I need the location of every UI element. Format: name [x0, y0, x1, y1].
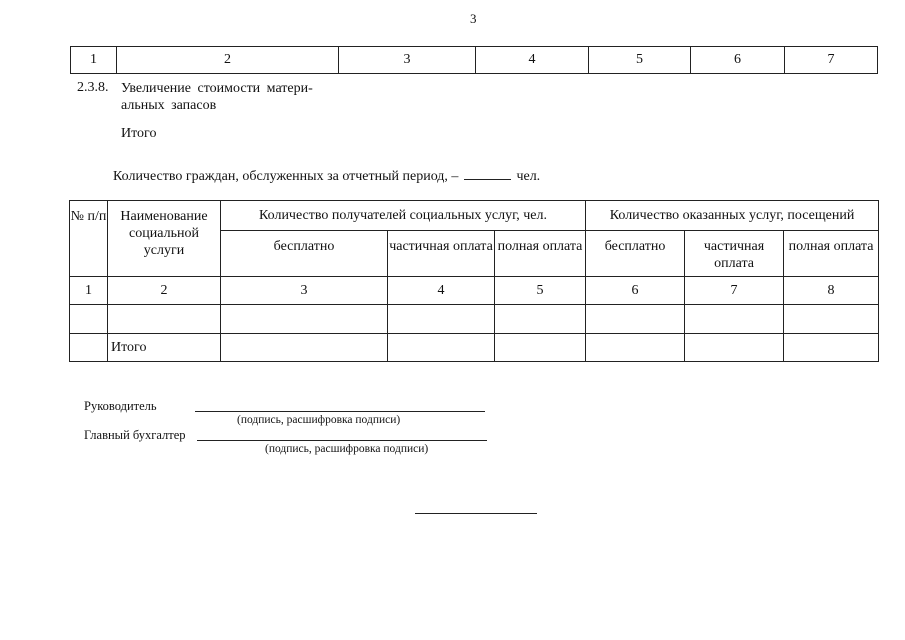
served-citizens-line: [113, 167, 540, 185]
table-cell[interactable]: [685, 305, 784, 334]
subheader-partial: частичная оплата: [685, 231, 784, 277]
total-row-label: Итого: [108, 334, 221, 362]
table-cell[interactable]: [586, 305, 685, 334]
accountant-signature-hint: (подпись, расшифровка подписи): [265, 443, 429, 455]
table-row: [70, 277, 879, 305]
section-total-label: Итого: [121, 126, 157, 141]
section-title-line: Увеличение стоимости матери-: [121, 81, 313, 96]
col-header-service-name: Наименование социальной услуги: [108, 201, 221, 277]
col-group-recipients: Количество получателей социальных услуг, чел.: [221, 201, 586, 231]
table-cell[interactable]: [221, 305, 388, 334]
section-title-line: альных запасов: [121, 98, 217, 113]
table-row: [71, 47, 878, 74]
strip-cell: 5: [589, 47, 691, 74]
head-signature-hint: (подпись, расшифровка подписи): [237, 414, 401, 426]
closing-divider: [415, 513, 537, 514]
col-header-number: № п/п: [70, 201, 108, 277]
page-number: 3: [470, 11, 477, 26]
column-number: 6: [586, 277, 685, 305]
col-group-services: Количество оказанных услуг, посещений: [586, 201, 879, 231]
subheader-free: бесплатно: [221, 231, 388, 277]
subheader-partial: частичная оплата: [388, 231, 495, 277]
table-cell[interactable]: [586, 334, 685, 362]
column-number: 4: [388, 277, 495, 305]
accountant-signature-line[interactable]: [197, 440, 487, 441]
table-cell: [70, 334, 108, 362]
table-cell[interactable]: [388, 305, 495, 334]
subheader-free: бесплатно: [586, 231, 685, 277]
table-cell[interactable]: [495, 305, 586, 334]
served-citizens-unit: чел.: [516, 169, 541, 184]
strip-cell: 7: [785, 47, 878, 74]
subheader-full: полная оплата: [495, 231, 586, 277]
table-cell[interactable]: [685, 334, 784, 362]
section-title: [121, 80, 313, 114]
strip-cell: 6: [691, 47, 785, 74]
services-table: [69, 200, 879, 362]
strip-cell: 2: [117, 47, 339, 74]
table-row: [70, 334, 879, 362]
table-cell[interactable]: [108, 305, 221, 334]
table-cell[interactable]: [495, 334, 586, 362]
subheader-full: полная оплата: [784, 231, 879, 277]
column-number-strip: [70, 46, 878, 74]
strip-cell: 4: [476, 47, 589, 74]
table-row: [70, 305, 879, 334]
head-signature-label: Руководитель: [84, 399, 157, 413]
section-code: 2.3.8.: [77, 80, 109, 95]
strip-cell: 3: [339, 47, 476, 74]
column-number: 5: [495, 277, 586, 305]
column-number: 7: [685, 277, 784, 305]
column-number: 1: [70, 277, 108, 305]
column-number: 8: [784, 277, 879, 305]
served-citizens-text: Количество граждан, обслуженных за отчетный период, –: [113, 169, 459, 184]
served-citizens-blank[interactable]: [464, 167, 511, 180]
accountant-signature-label: Главный бухгалтер: [84, 428, 186, 442]
table-cell[interactable]: [784, 305, 879, 334]
column-number: 2: [108, 277, 221, 305]
head-signature-line[interactable]: [195, 411, 485, 412]
table-cell[interactable]: [784, 334, 879, 362]
table-cell[interactable]: [221, 334, 388, 362]
table-row: [70, 201, 879, 231]
column-number: 3: [221, 277, 388, 305]
table-cell[interactable]: [70, 305, 108, 334]
table-cell[interactable]: [388, 334, 495, 362]
strip-cell: 1: [71, 47, 117, 74]
